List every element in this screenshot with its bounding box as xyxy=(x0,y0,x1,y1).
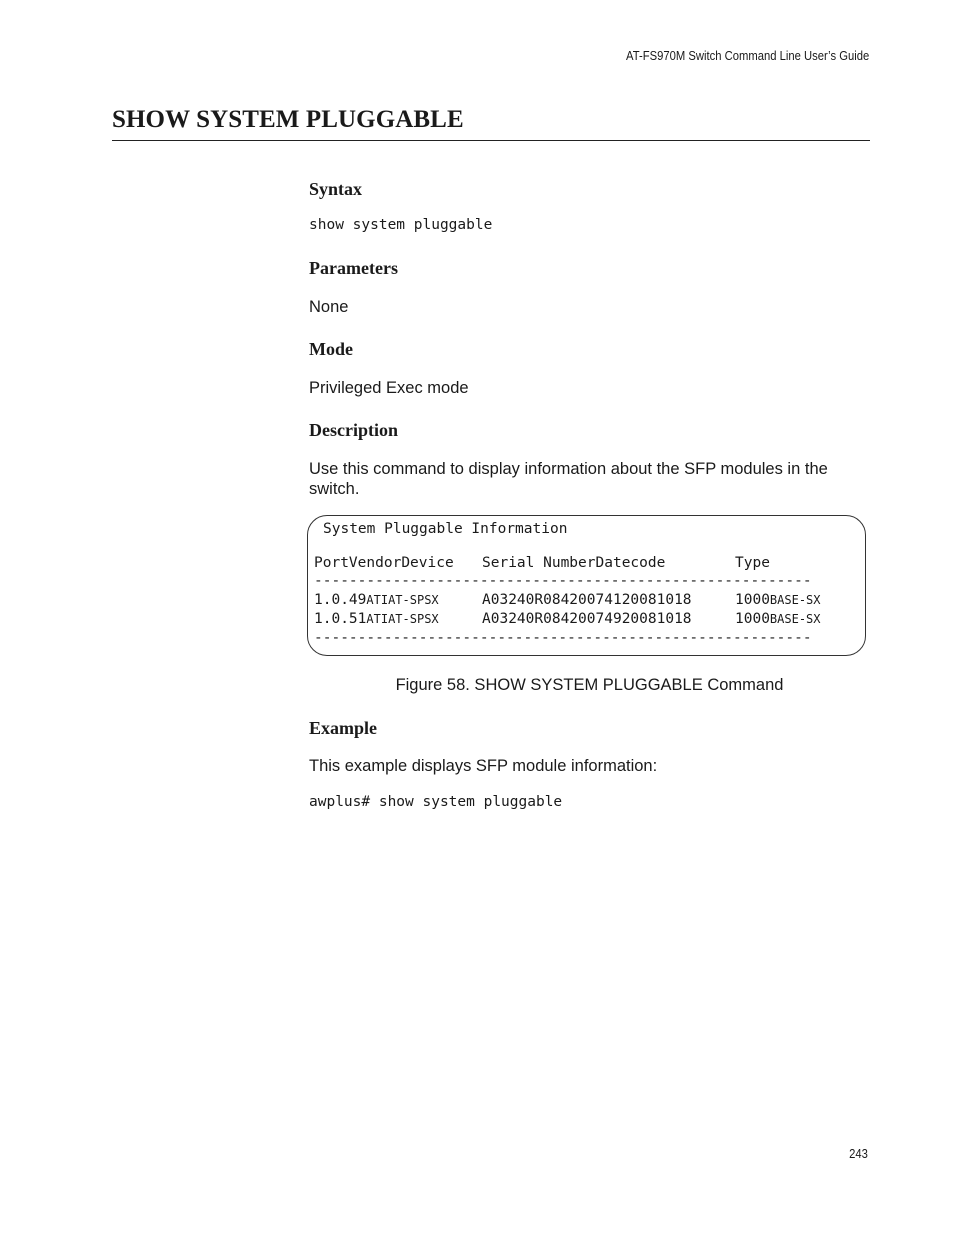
screen-row-2-port xyxy=(314,610,439,628)
row-2-type-sc: BASE-SX xyxy=(769,612,821,626)
page-number: 243 xyxy=(849,1147,868,1161)
row-1-type-sc: BASE-SX xyxy=(769,593,821,607)
row-1-port: 1.0.49 xyxy=(314,592,367,608)
row-1-serial: A03240R084200741 xyxy=(482,592,622,608)
parameters-heading: Parameters xyxy=(309,258,398,278)
screen-separator-top: --------------------------------------------------------- xyxy=(314,573,812,589)
row-2-serial: A03240R084200749 xyxy=(482,611,622,627)
syntax-command: show system pluggable xyxy=(309,217,493,233)
row-2-vendor: ATI xyxy=(366,612,389,626)
col-datecode: Datecode xyxy=(595,555,666,571)
row-1-vendor: ATI xyxy=(366,593,389,607)
mode-heading: Mode xyxy=(309,339,353,359)
syntax-heading: Syntax xyxy=(309,179,363,199)
description-line-2: switch. xyxy=(309,480,360,498)
row-2-device: AT-SPSX xyxy=(388,612,439,626)
screen-row-2-serial xyxy=(482,610,692,628)
col-serial: Serial Number xyxy=(482,555,596,571)
page-title: SHOW SYSTEM PLUGGABLE xyxy=(112,106,464,133)
screen-row-1-serial xyxy=(482,591,692,609)
row-1-datecode: 20081018 xyxy=(621,592,692,608)
screen-column-header-2 xyxy=(482,554,665,572)
row-1-device: AT-SPSX xyxy=(388,593,439,607)
row-2-datecode: 20081018 xyxy=(621,611,692,627)
figure-caption: Figure 58. SHOW SYSTEM PLUGGABLE Command xyxy=(395,676,784,694)
screen-title: System Pluggable Information xyxy=(323,521,568,537)
col-port: Port xyxy=(314,555,349,571)
row-2-port: 1.0.51 xyxy=(314,611,367,627)
title-rule xyxy=(112,140,870,141)
mode-text: Privileged Exec mode xyxy=(309,379,469,397)
col-device: Device xyxy=(401,555,454,571)
example-command: awplus# show system pluggable xyxy=(309,794,563,810)
col-vendor: Vendor xyxy=(348,555,402,571)
screen-row-1-port xyxy=(314,591,439,609)
row-2-type-num: 1000 xyxy=(735,611,770,627)
screen-column-header xyxy=(314,554,454,572)
row-1-type-num: 1000 xyxy=(735,592,770,608)
command-output-figure xyxy=(307,515,866,656)
example-heading: Example xyxy=(309,718,378,738)
parameters-text: None xyxy=(309,298,349,316)
screen-row-1-type xyxy=(735,591,821,609)
example-text: This example displays SFP module information: xyxy=(309,757,658,775)
screen-separator-bottom: --------------------------------------------------------- xyxy=(314,630,812,646)
col-type: Type xyxy=(735,555,770,571)
description-line-1: Use this command to display information about the SFP modules in the xyxy=(309,460,828,478)
description-heading: Description xyxy=(309,420,398,440)
screen-row-2-type xyxy=(735,610,821,628)
running-header: AT-FS970M Switch Command Line User’s Guide xyxy=(625,49,869,63)
